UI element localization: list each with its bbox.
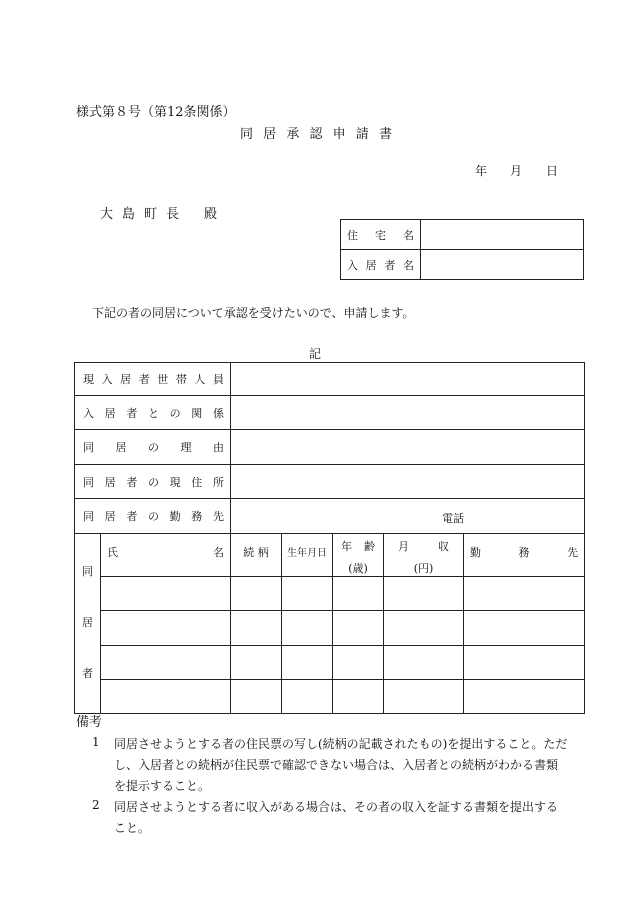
current-address-label: 同 居 者 の 現 住 所: [75, 465, 231, 499]
title-char: 書: [378, 127, 392, 142]
addressee-char: 殿: [204, 207, 218, 222]
address-label: 住 宅 名: [341, 220, 421, 250]
table-row: [75, 646, 585, 680]
note-line: を提示すること。: [114, 779, 211, 793]
workplace-label: 同 居 者 の 勤 務 先: [75, 499, 231, 534]
name-header: 氏 名: [101, 534, 231, 577]
title-char: 請: [355, 127, 369, 142]
name-cell[interactable]: [101, 611, 231, 646]
addressee-char: 島: [122, 207, 136, 222]
workplace-field[interactable]: [231, 499, 585, 534]
relation-header: 続 柄: [231, 534, 282, 577]
work-cell[interactable]: [464, 646, 585, 680]
household-members-label: 現 入 居 者 世 帯 人 員: [75, 363, 231, 396]
date-day: 日: [546, 164, 559, 178]
title-char: 居: [263, 127, 277, 142]
age-header: 年 齢 (歳): [333, 534, 384, 577]
date-year: 年: [475, 164, 488, 178]
income-cell[interactable]: [384, 646, 464, 680]
note-line: 同居させようとする者に収入がある場合は、その者の収入を証する書類を提出する: [114, 800, 559, 814]
birth-header: 生年月日: [282, 534, 333, 577]
relation-field[interactable]: [231, 396, 585, 430]
current-address-field[interactable]: [231, 465, 585, 499]
resident-name-label: 入 居 者 名: [341, 250, 421, 280]
age-cell[interactable]: [333, 611, 384, 646]
cohabitant-side-label: 同 居 者: [75, 534, 101, 714]
addressee: [100, 203, 225, 222]
date-month: 月: [510, 164, 523, 178]
reason-field[interactable]: [231, 430, 585, 465]
work-cell[interactable]: [464, 611, 585, 646]
table-row: [75, 363, 585, 396]
title-char: 承: [286, 127, 300, 142]
title-char: 同: [240, 127, 254, 142]
table-row: [75, 396, 585, 430]
birth-cell[interactable]: [282, 577, 333, 611]
main-table: [74, 362, 585, 714]
household-members-field[interactable]: [231, 363, 585, 396]
age-cell[interactable]: [333, 680, 384, 714]
address-field[interactable]: [421, 220, 584, 250]
table-row: [75, 430, 585, 465]
work-header: 勤 務 先: [464, 534, 585, 577]
note-line: 同居させようとする者の住民票の写し(続柄の記載されたもの)を提出すること。ただ: [114, 737, 568, 751]
addressee-char: 長: [166, 207, 180, 222]
form-number: 様式第８号（第12条関係）: [76, 105, 236, 120]
birth-cell[interactable]: [282, 680, 333, 714]
name-cell[interactable]: [101, 680, 231, 714]
title-char: 認: [309, 127, 323, 142]
income-cell[interactable]: [384, 611, 464, 646]
name-cell[interactable]: [101, 577, 231, 611]
applicant-table: [340, 219, 584, 280]
ki-label: 記: [309, 347, 322, 361]
table-row: [75, 611, 585, 646]
age-cell[interactable]: [333, 646, 384, 680]
relation-label: 入 居 者 と の 関 係: [75, 396, 231, 430]
phone-label: 電話: [442, 512, 465, 525]
notes-title: 備考: [76, 715, 103, 730]
income-cell[interactable]: [384, 680, 464, 714]
table-row: [75, 680, 585, 714]
income-header: 月 収 (円): [384, 534, 464, 577]
work-cell[interactable]: [464, 577, 585, 611]
relation-cell[interactable]: [231, 577, 282, 611]
relation-cell[interactable]: [231, 680, 282, 714]
income-cell[interactable]: [384, 577, 464, 611]
table-row: [75, 534, 585, 577]
relation-cell[interactable]: [231, 646, 282, 680]
resident-name-field[interactable]: [421, 250, 584, 280]
birth-cell[interactable]: [282, 611, 333, 646]
addressee-char: 大: [100, 207, 114, 222]
note-number: 1: [92, 735, 100, 749]
form-title: [240, 123, 392, 142]
work-cell[interactable]: [464, 680, 585, 714]
table-row: [75, 577, 585, 611]
addressee-char: 町: [144, 207, 158, 222]
relation-cell[interactable]: [231, 611, 282, 646]
note-number: 2: [92, 798, 100, 812]
birth-cell[interactable]: [282, 646, 333, 680]
table-row: [75, 465, 585, 499]
name-cell[interactable]: [101, 646, 231, 680]
table-row: [75, 499, 585, 534]
note-line: こと。: [114, 821, 151, 835]
request-text: 下記の者の同居について承認を受けたいので、申請します。: [92, 306, 415, 320]
reason-label: 同 居 の 理 由: [75, 430, 231, 465]
note-line: し、入居者との続柄が住民票で確認できない場合は、入居者との続柄がわかる書類: [114, 758, 559, 772]
title-char: 申: [332, 127, 346, 142]
age-cell[interactable]: [333, 577, 384, 611]
